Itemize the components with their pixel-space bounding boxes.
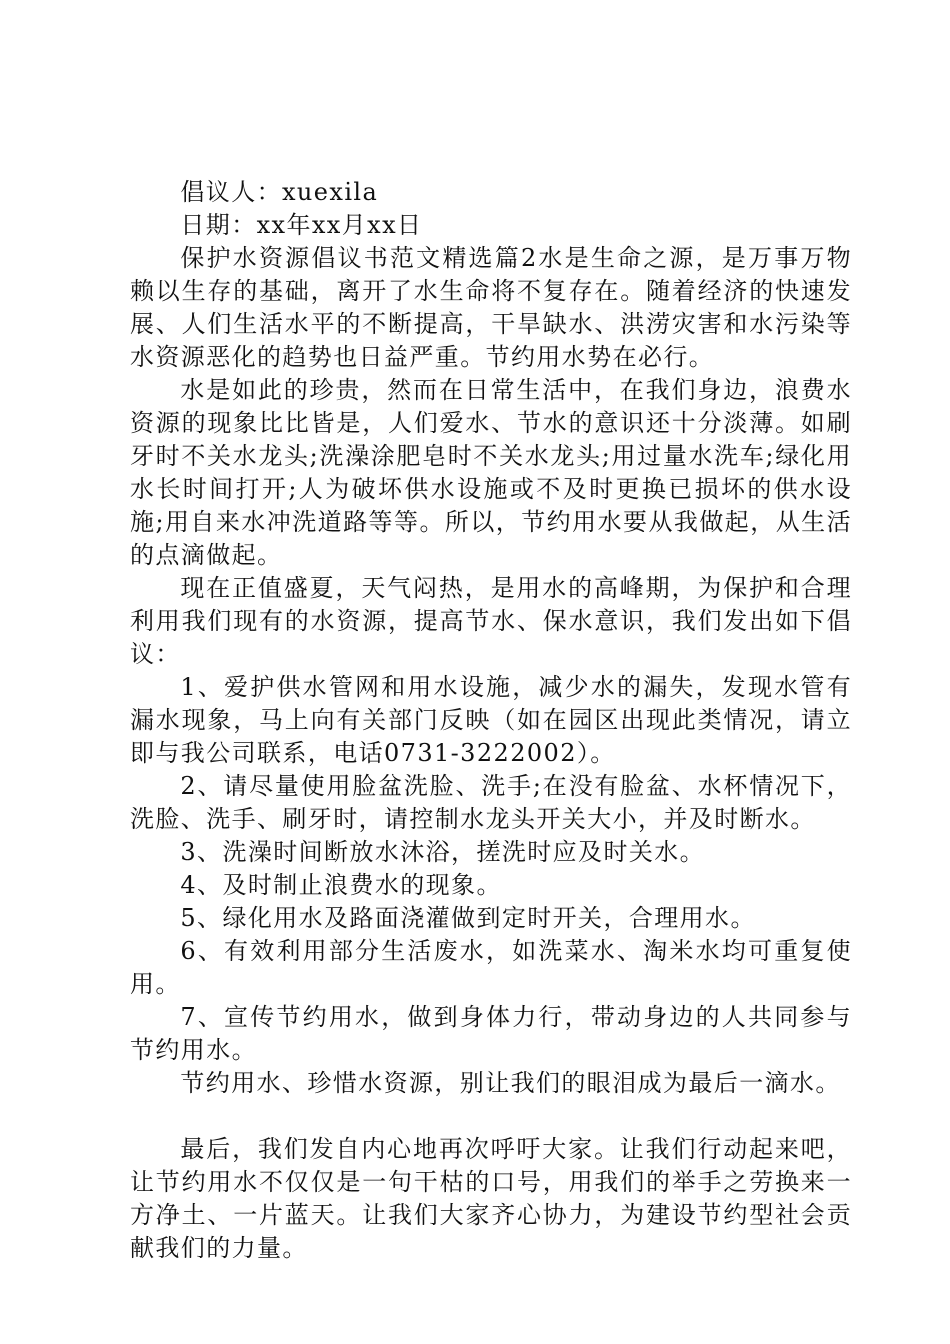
intro-paragraph: 保护水资源倡议书范文精选篇2水是生命之源，是万事万物赖以生存的基础，离开了水生命将不复存在。随着经济的快速发展、人们生活水平的不断提高，干旱缺水、洪涝灾害和水污染等水资源恶化的趋势也日益严重。节约用水势在必行。	[130, 244, 852, 371]
proposal-item-5: 5、绿化用水及路面浇灌做到定时开关，合理用水。	[180, 904, 756, 932]
proposal-item-4: 4、及时制止浪费水的现象。	[180, 871, 502, 899]
document-body	[130, 176, 852, 1265]
proposal-item-1: 1、爱护供水管网和用水设施，减少水的漏失，发现水管有漏水现象，马上向有关部门反映（如在园区出现此类情况，请立即与我公司联系，电话0731-3222002）。	[130, 673, 852, 767]
date-line: 日期：xx年xx月xx日	[180, 211, 423, 239]
proposer-line: 倡议人：xuexila	[180, 178, 379, 206]
proposal-item-6: 6、有效利用部分生活废水，如洗菜水、淘米水均可重复使用。	[130, 937, 852, 998]
proposal-item-3: 3、洗澡时间断放水沐浴，搓洗时应及时关水。	[180, 838, 706, 866]
blank-line	[130, 1100, 852, 1133]
proposal-item-7: 7、宣传节约用水，做到身体力行，带动身边的人共同参与节约用水。	[130, 1003, 852, 1064]
closing-paragraph: 最后，我们发自内心地再次呼吁大家。让我们行动起来吧，让节约用水不仅仅是一句干枯的口号，用我们的举手之劳换来一方净土、一片蓝天。让我们大家齐心协力，为建设节约型社会贡献我们的力量。	[130, 1135, 852, 1262]
proposal-item-2: 2、请尽量使用脸盆洗脸、洗手;在没有脸盆、水杯情况下，洗脸、洗手、刷牙时，请控制水龙头开关大小，并及时断水。	[130, 772, 852, 833]
water-waste-paragraph: 水是如此的珍贵，然而在日常生活中，在我们身边，浪费水资源的现象比比皆是，人们爱水、节水的意识还十分淡薄。如刷牙时不关水龙头;洗澡涂肥皂时不关水龙头;用过量水洗车;绿化用水长时间打开;人为破坏供水设施或不及时更换已损坏的供水设施;用自来水冲洗道路等等。所以，节约用水要从我做起，从生活的点滴做起。	[130, 376, 852, 569]
slogan-paragraph: 节约用水、珍惜水资源，别让我们的眼泪成为最后一滴水。	[180, 1069, 841, 1097]
proposal-intro-paragraph: 现在正值盛夏，天气闷热，是用水的高峰期，为保护和合理利用我们现有的水资源，提高节水、保水意识，我们发出如下倡议：	[130, 574, 852, 668]
